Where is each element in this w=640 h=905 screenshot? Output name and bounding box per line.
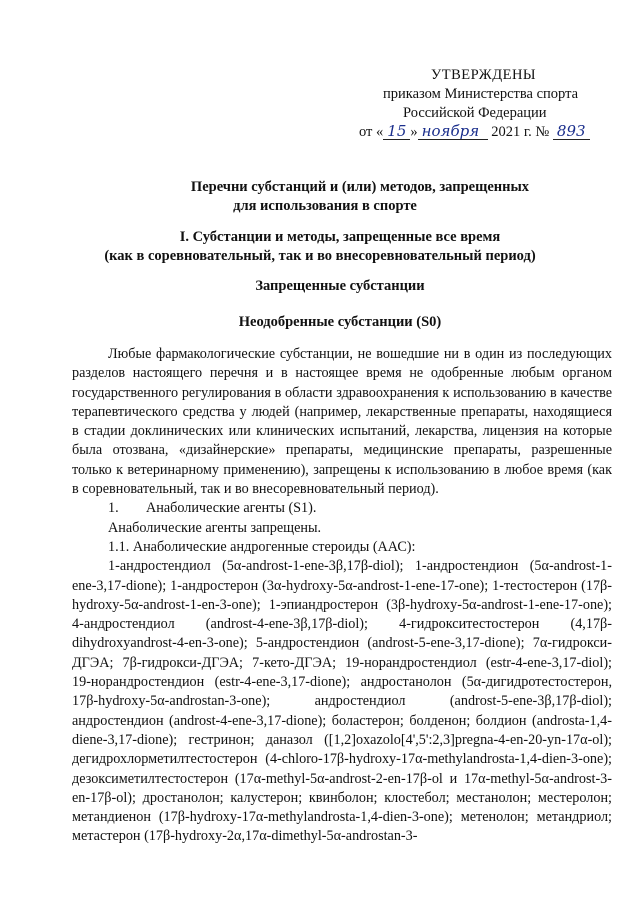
paragraph-aas-list: 1-андростендиол (5α-androst-1-ene-3β,17β-diol); 1-андростендион (5α-androst-1-ene-3,17-dione); 1-андростерон (3α-hydroxy-5α-androst-1-ene-17-one); 1-тестостерон (17β-hydroxy-5α-androst-1-en-3-one); 1-эпиандростерон (3β-hydroxy-5α-androst-1-ene-17-one); 4-андростендиол (androst-4-ene-3β,17β-diol); 4-гидрокситестостерон (4,17β-dihydroxyandrost-4-en-3-one); 5-андростендион (androst-5-ene-3,17-dione); 7α-гидрокси-ДГЭА; 7β-гидрокси-ДГЭА; 7-кето-ДГЭА; 19-норандростендиол (estr-4-ene-3,17-diol); 19-норандростендион (estr-4-ene-3,17-dione); андростанолон (5α-дигидротестостерон, 17β-hydroxy-5α-androstan-3-one); андростендиол (androst-5-ene-3β,17β-diol); андростендион (androst-4-ene-3,17-dione); боластерон; болденон; болдион (androsta-1,4-diene-3,17-dione); гестринон; даназол ([1,2]oxazolo[4',5':2,3]pregna-4-en-20-yn-17α-ol); дегидрохлорметилтестостерон (4-chloro-17β-hydroxy-17α-methylandrosta-1,4-dien-3-one); дезоксиметилтестостерон (17α-methyl-5α-androst-2-en-17β-ol и 17α-methyl-5α-androst-3-en-17β-ol); дростанолон; калустерон; квинболон; клостебол; местанолон; местеролон; метандиенон (17β-hydroxy-17α-methylandrosta-1,4-dien-3-one); метенолон; метандриол; метастерон (17β-hydroxy-2α,17α-dimethyl-5α-androstan-3- — [72, 558, 612, 845]
handwritten-number: 893 — [553, 124, 590, 140]
date-prefix: от « — [359, 124, 384, 140]
section-title-line2: (как в соревновательный, так и во внесоревновательный период) — [104, 248, 536, 264]
paragraph-anabolic: Анаболические агенты запрещены. — [108, 519, 322, 536]
approval-title: УТВЕРЖДЕНЫ — [431, 67, 537, 83]
approval-block — [355, 66, 625, 142]
handwritten-day: 15 — [383, 124, 410, 140]
section-title — [0, 228, 640, 266]
section-title-line1: I. Субстанции и методы, запрещенные все время — [179, 229, 501, 245]
handwritten-month: ноября — [418, 124, 488, 140]
approval-date-line — [359, 123, 625, 142]
main-title — [0, 178, 640, 216]
paragraph-aas-heading: 1.1. Анаболические андрогенные стероиды (ААС): — [108, 538, 416, 555]
main-title-line2: для использования в спорте — [233, 198, 417, 214]
list-number: 1. — [108, 500, 119, 517]
paragraph-s0: Любые фармакологические субстанции, не вошедшие ни в один из последующих разделов настоящего перечня и в настоящее время не одобренные любым органом государственного регулирования в области здравоохранения к использованию в качестве терапевтического средства у людей (например, лекарственные препараты, находящиеся в стадии доклинических или клинических испытаний, лекарства, лицензия на которые была отозвана, «дизайнерские» препараты, медицинские препараты, разрешенные только к ветеринарному применению), запрещены к использованию в любое время (как в соревновательный, так и во внесоревновательный период). — [72, 346, 612, 498]
approval-line-federation: Российской Федерации — [403, 105, 547, 121]
main-title-line1: Перечни субстанций и (или) методов, запрещенных — [190, 179, 530, 195]
date-mid: » — [410, 124, 418, 140]
body-text — [72, 345, 612, 847]
subheading-s0: Неодобренные субстанции (S0) — [238, 314, 442, 330]
paragraph-s1-item — [72, 499, 612, 518]
list-text: Анаболические агенты (S1). — [146, 500, 317, 517]
date-year: 2021 г. № — [491, 124, 550, 140]
approval-line-ministry: приказом Министерства спорта — [383, 86, 579, 102]
subheading-prohibited: Запрещенные субстанции — [255, 278, 425, 294]
